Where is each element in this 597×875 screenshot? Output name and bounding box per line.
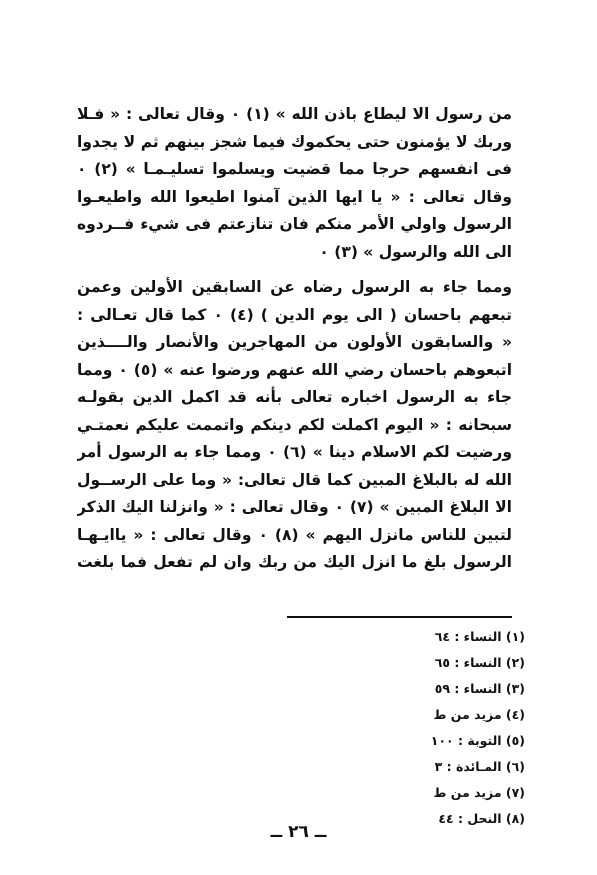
text-line: اتبعوهم باحسان رضي الله عنهم ورضوا عنه » (٥) ٠ ومما (77, 360, 512, 379)
footnote-item: (٣) النساء : ٥٩ (434, 681, 525, 696)
text-line: الى الله والرسول » (٣) ٠ (319, 242, 512, 261)
footnote-item: (٢) النساء : ٦٥ (434, 655, 525, 670)
footnote-item: (٧) مزيد من ط (433, 785, 525, 800)
text-line: ورضيت لكم الاسلام دينا » (٦) ٠ ومما جاء به الرسول أمر (77, 443, 512, 461)
text-line: من رسول الا ليطاع باذن الله » (١) ٠ وقال تعالى : « فـلا (77, 105, 512, 123)
text-line: « والسابقون الأولون من المهاجرين والأنصار والــــذين (77, 333, 512, 351)
footnote-item: (٨) النحل : ٤٤ (438, 811, 525, 826)
text-line: الله له بالبلاغ المبين كما قال تعالى: « وما على الرســول (77, 470, 512, 489)
footnote-divider (287, 616, 512, 618)
text-line: لتبين للناس مانزل اليهم » (٨) ٠ وقال تعالى : « ياايـهـا (77, 525, 512, 544)
text-line: تبعهم باحسان ( الى يوم الدين ) (٤) ٠ كما قال تعـالى : (77, 305, 512, 324)
body-text (77, 101, 512, 577)
footnote-item: (٥) التوبة : ١٠٠ (430, 733, 525, 748)
footnote-item: (٤) مزيد من ط (433, 707, 525, 722)
paragraph-1 (77, 101, 512, 266)
text-line: ومما جاء به الرسول رضاه عن السابقين الأولين وعمن (77, 278, 512, 296)
text-line: سبحانه : « اليوم اكملت لكم دينكم واتممت عليكم نعمتـي (77, 415, 512, 434)
text-line: الا البلاغ المبين » (٧) ٠ وقال تعالى : « وانزلنا اليك الذكر (77, 498, 512, 516)
footnotes-list (325, 624, 525, 832)
page-number: ــ ٢٦ ــ (270, 822, 327, 842)
footnote-item: (١) النساء : ٦٤ (434, 629, 525, 644)
text-line: فى انفسهم حرجا مما قضيت ويسلموا تسليـمـا » (٢) ٠ (77, 160, 512, 178)
text-line: وربك لا يؤمنون حتى يحكموك فيما شجز بينهم ثم لا يجدوا (77, 132, 512, 151)
paragraph-2 (77, 274, 512, 577)
text-line: وقال تعالى : « يا ايها الذين آمنوا اطيعوا الله واطيعـوا (77, 187, 512, 206)
text-line: الرسول واولي الأمر منكم فان تنازعتم فى شيء فــردوه (77, 215, 512, 233)
text-line: الرسول بلغ ما انزل اليك من ربك وان لم تفعل فما بلغت (77, 553, 512, 571)
footnote-item: (٦) المـائدة : ٣ (434, 759, 525, 774)
text-line: جاء به الرسول اخباره تعالى بأنه قد اكمل الدين بقولـه (77, 388, 512, 406)
